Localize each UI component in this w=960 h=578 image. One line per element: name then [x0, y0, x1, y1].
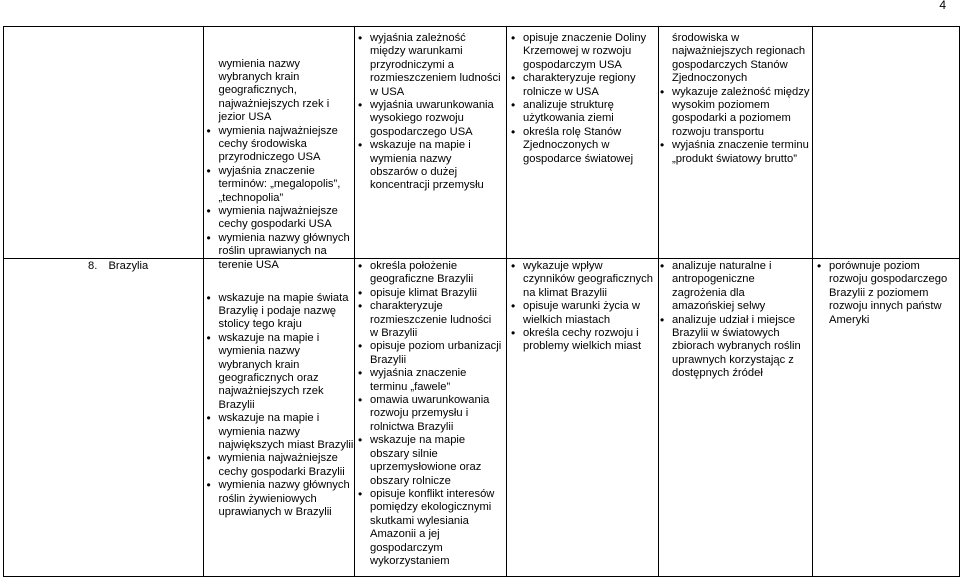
grade-3-cell [355, 259, 507, 577]
list-item: • wskazuje na mapie i wymienia nazwy obszarów o dużej koncentracji przemysłu [357, 139, 502, 193]
list-item: • określa rolę Stanów Zjednoczonych w gospodarce światowej [510, 126, 656, 166]
table-row-brazylia [4, 259, 960, 577]
list-item: • opisuje konflikt interesów pomiędzy ekologicznymi skutkami wylesiania Amazonii a jej gospodarczym wykorzystaniem [357, 488, 502, 568]
list-item: • opisuje znaczenie Doliny Krzemowej w rozwoju gospodarczym USA [510, 32, 656, 72]
list-item: • opisuje warunki życia w wielkich miastach [510, 300, 656, 327]
list-item: • wykazuje zależność między wysokim poziomem gospodarki a poziomem rozwoju transportu [659, 86, 810, 140]
list-item: • porównuje poziom rozwoju gospodarczego Brazylii z poziomem rozwoju innych państw Ameryki [816, 260, 957, 327]
list-item: • charakteryzuje rozmieszczenie ludności w Brazylii [357, 300, 502, 340]
grade-6-list [816, 260, 957, 327]
grade-5-cell [659, 27, 813, 259]
table-row-usa [4, 27, 960, 259]
grade-4-cell [507, 27, 659, 259]
subject-cell: 8. Brazylia • wskazuje na mapie świata Brazylię i podaje nazwę stolicy tego kraju • wskazuje na mapie i wymienia nazwy wybranych krain geograficznych oraz najważniejszych rzek Brazylii • wskazuje na mapie i wymienia nazwy największych miast Brazylii • wymienia najważniejsze cechy gospodarki Brazylii • wymienia nazwy głównych roślin żywieniowych uprawianych w Brazylii [4, 259, 204, 577]
grade-3-list [357, 260, 502, 568]
requirements-table [3, 26, 960, 577]
list-item: • wskazuje na mapie obszary silnie uprzemysłowione oraz obszary rolnicze [357, 434, 502, 488]
grade-5-list [659, 32, 810, 166]
grade-3-list [357, 32, 502, 193]
list-item: • analizuje strukturę użytkowania ziemi [510, 99, 656, 126]
list-item: środowiska w najważniejszych regionach gospodarczych Stanów Zjednoczonych [672, 32, 806, 85]
grade-5-list [659, 260, 810, 381]
list-item: • analizuje naturalne i antropogeniczne zagrożenia dla amazońskiej selwy [659, 260, 810, 314]
list-item: • określa cechy rozwoju i problemy wielkich miast [510, 327, 656, 354]
list-item: • wyjaśnia zależność między warunkami przyrodniczymi a rozmieszczeniem ludności w USA [357, 32, 502, 99]
list-item: • wyjaśnia znaczenie terminu „produkt światowy brutto” [659, 139, 810, 166]
list-item: • charakteryzuje regiony rolnicze w USA [510, 72, 656, 99]
grade-6-cell [813, 27, 960, 259]
grade-4-cell [507, 259, 659, 577]
list-item: • określa położenie geograficzne Brazylii [357, 260, 502, 287]
country-name: Brazylia [108, 260, 149, 272]
page-number: 4 [939, 0, 946, 12]
list-item: • wyjaśnia znaczenie terminu „fawele” [357, 367, 502, 394]
list-item: • opisuje poziom urbanizacji Brazylii [357, 340, 502, 367]
list-item: • omawia uwarunkowania rozwoju przemysłu i rolnictwa Brazylii [357, 394, 502, 434]
grade-5-cell [659, 259, 813, 577]
list-item: • wyjaśnia uwarunkowania wysokiego rozwoju gospodarczego USA [357, 99, 502, 139]
list-item: • opisuje klimat Brazylii [357, 287, 502, 300]
list-item: • analizuje udział i miejsce Brazylii w światowych zbiorach wybranych roślin uprawnych korzystając z dostępnych źródeł [659, 314, 810, 381]
list-item: • wykazuje wpływ czynników geograficznych na klimat Brazylii [510, 260, 656, 300]
grade-4-list [510, 32, 656, 166]
grade-4-list [510, 260, 656, 354]
subject-cell: wymienia nazwy wybranych krain geograficznych, najważniejszych rzek i jezior USA • wymienia najważniejsze cechy środowiska przyrodniczego USA • wyjaśnia znaczenie terminów: „megalopolis”, „technopolia” • wymienia najważniejsze cechy gospodarki USA • wymienia nazwy głównych roślin uprawianych na terenie USA [4, 27, 204, 259]
grade-3-cell [355, 27, 507, 259]
grade-6-cell [813, 259, 960, 577]
row-number: 8. [88, 260, 98, 272]
